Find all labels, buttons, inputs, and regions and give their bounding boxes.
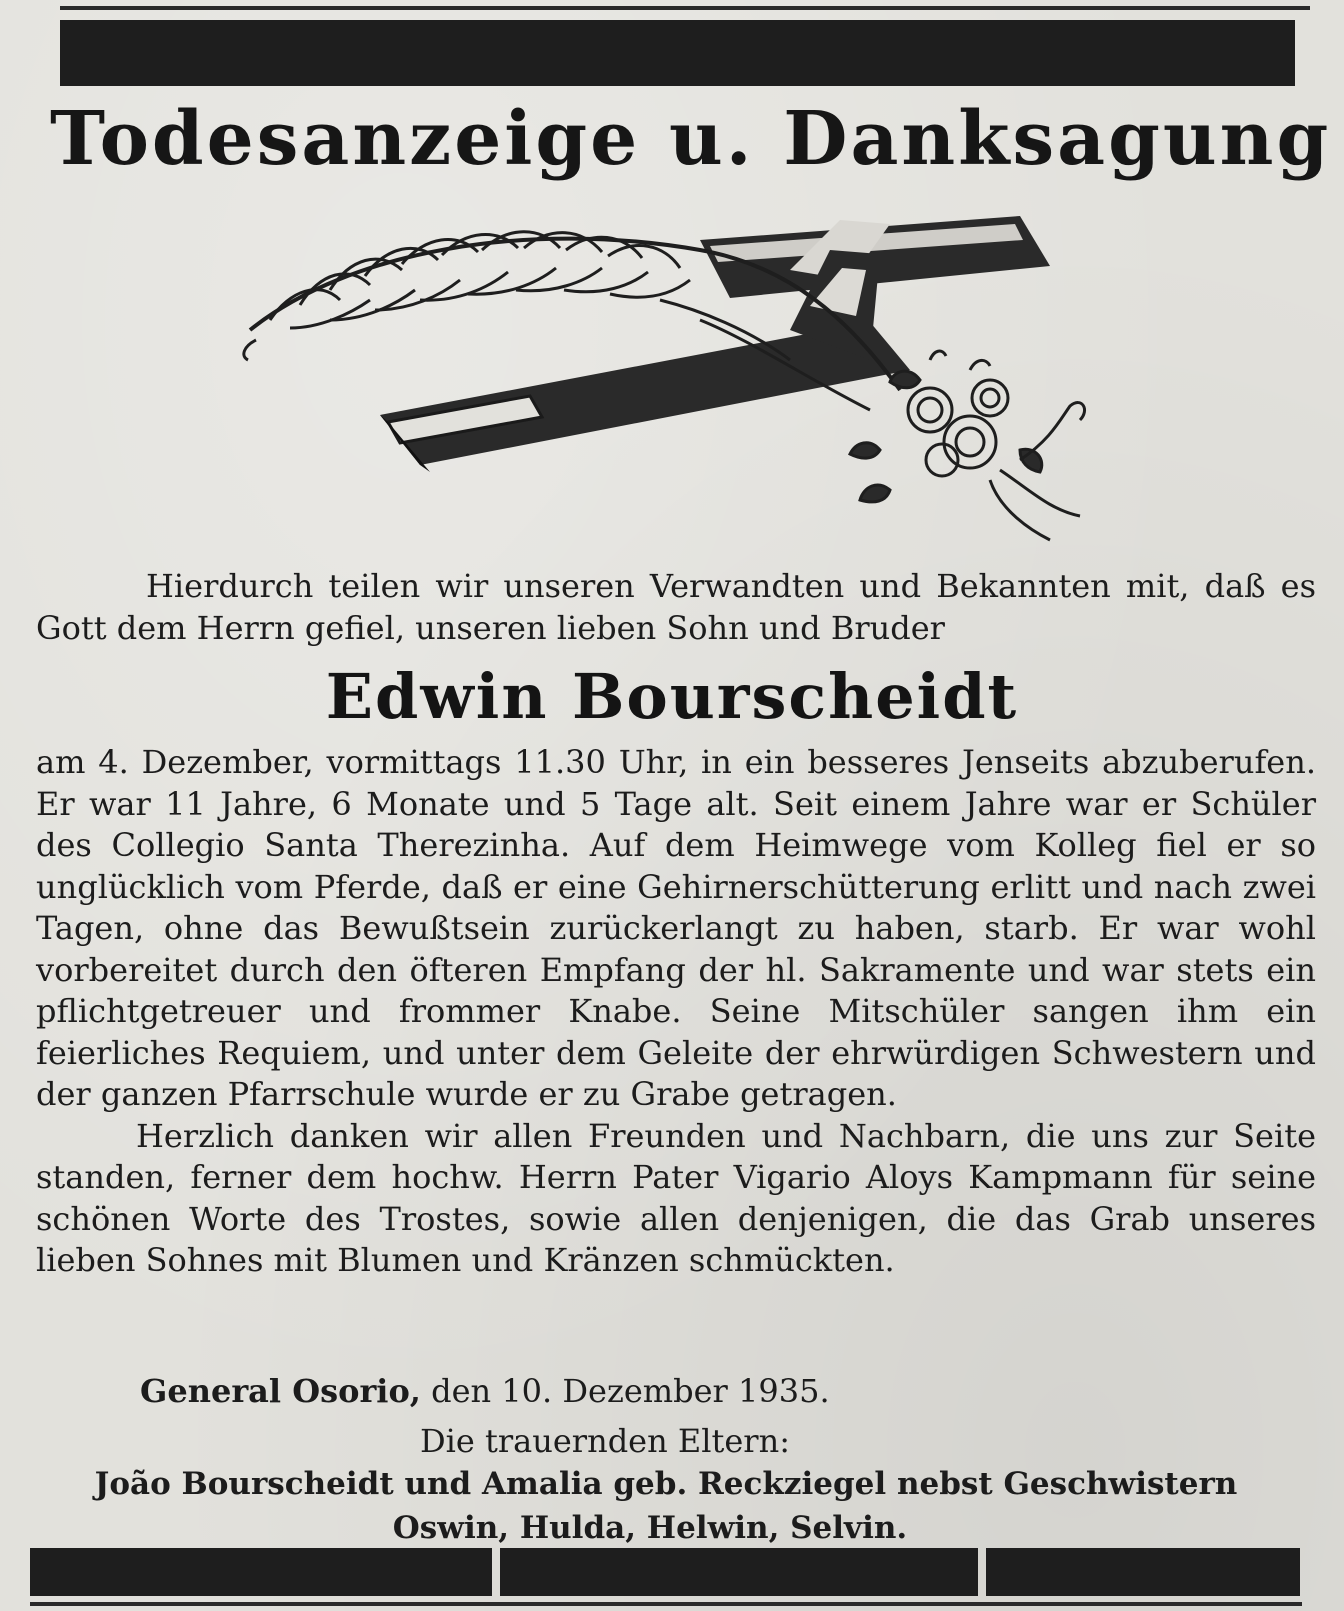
dateline xyxy=(140,1372,830,1410)
intro-paragraph: Hierdurch teilen wir unseren Verwandten und Bekannten mit, daß es Gott dem Herrn gefiel, unseren lieben Sohn und Bruder xyxy=(36,567,1316,647)
signatories-parents: João Bourscheidt und Amalia geb. Reckziegel nebst Geschwistern xyxy=(94,1466,1238,1502)
bottom-black-border-right xyxy=(986,1548,1300,1596)
body-paragraph-thanks: Herzlich danken wir allen Freunden und Nachbarn, die uns zur Seite standen, ferner dem hochw. Herrn Pater Vigario Aloys Kampmann für seine schönen Worte des Trostes, sowie allen denjenigen, die das Grab unseres lieben Sohnes mit Blumen und Kränzen schmückten. xyxy=(36,1116,1316,1279)
deceased-name: Edwin Bourscheidt xyxy=(325,660,1019,733)
bottom-black-border-left xyxy=(30,1548,492,1596)
cross-palm-frond-roses-icon xyxy=(230,210,1130,560)
notice-headline: Todesanzeige u. Danksagung xyxy=(50,96,1332,182)
dateline-date: den 10. Dezember 1935. xyxy=(431,1372,830,1410)
signatories-siblings: Oswin, Hulda, Helwin, Selvin. xyxy=(392,1510,908,1546)
rose-bouquet-icon xyxy=(850,351,1085,540)
dateline-place: General Osorio, xyxy=(140,1372,421,1410)
body-paragraph-death-details: am 4. Dezember, vormittags 11.30 Uhr, in ein besseres Jenseits abzuberufen. Er war 11 Jahre, 6 Monate und 5 Tage alt. Seit einem Jahre war er Schüler des Collegio Santa Therezinha. Auf dem Heimwege vom Kolleg fiel er so unglücklich vom Pferde, daß er eine Gehirnerschütterung erlitt und nach zwei Tagen, ohne das Bewußtsein zurückerlangt zu haben, starb. Er war wohl vorbereitet durch den öfteren Empfang der hl. Sakramente und war stets ein pflichtgetreuer und frommer Knabe. Seine Mitschüler sangen ihm ein feierliches Requiem, und unter dem Geleite der ehrwürdigen Schwestern und der ganzen Pfarrschule wurde er zu Grabe getragen. xyxy=(36,743,1316,1113)
closing-intro: Die trauernden Eltern: xyxy=(420,1422,790,1460)
top-black-border xyxy=(60,20,1295,86)
top-thin-rule xyxy=(60,6,1310,10)
bottom-thin-rule xyxy=(30,1602,1302,1606)
notice-body xyxy=(36,742,1316,1282)
bottom-black-border-middle xyxy=(500,1548,978,1596)
